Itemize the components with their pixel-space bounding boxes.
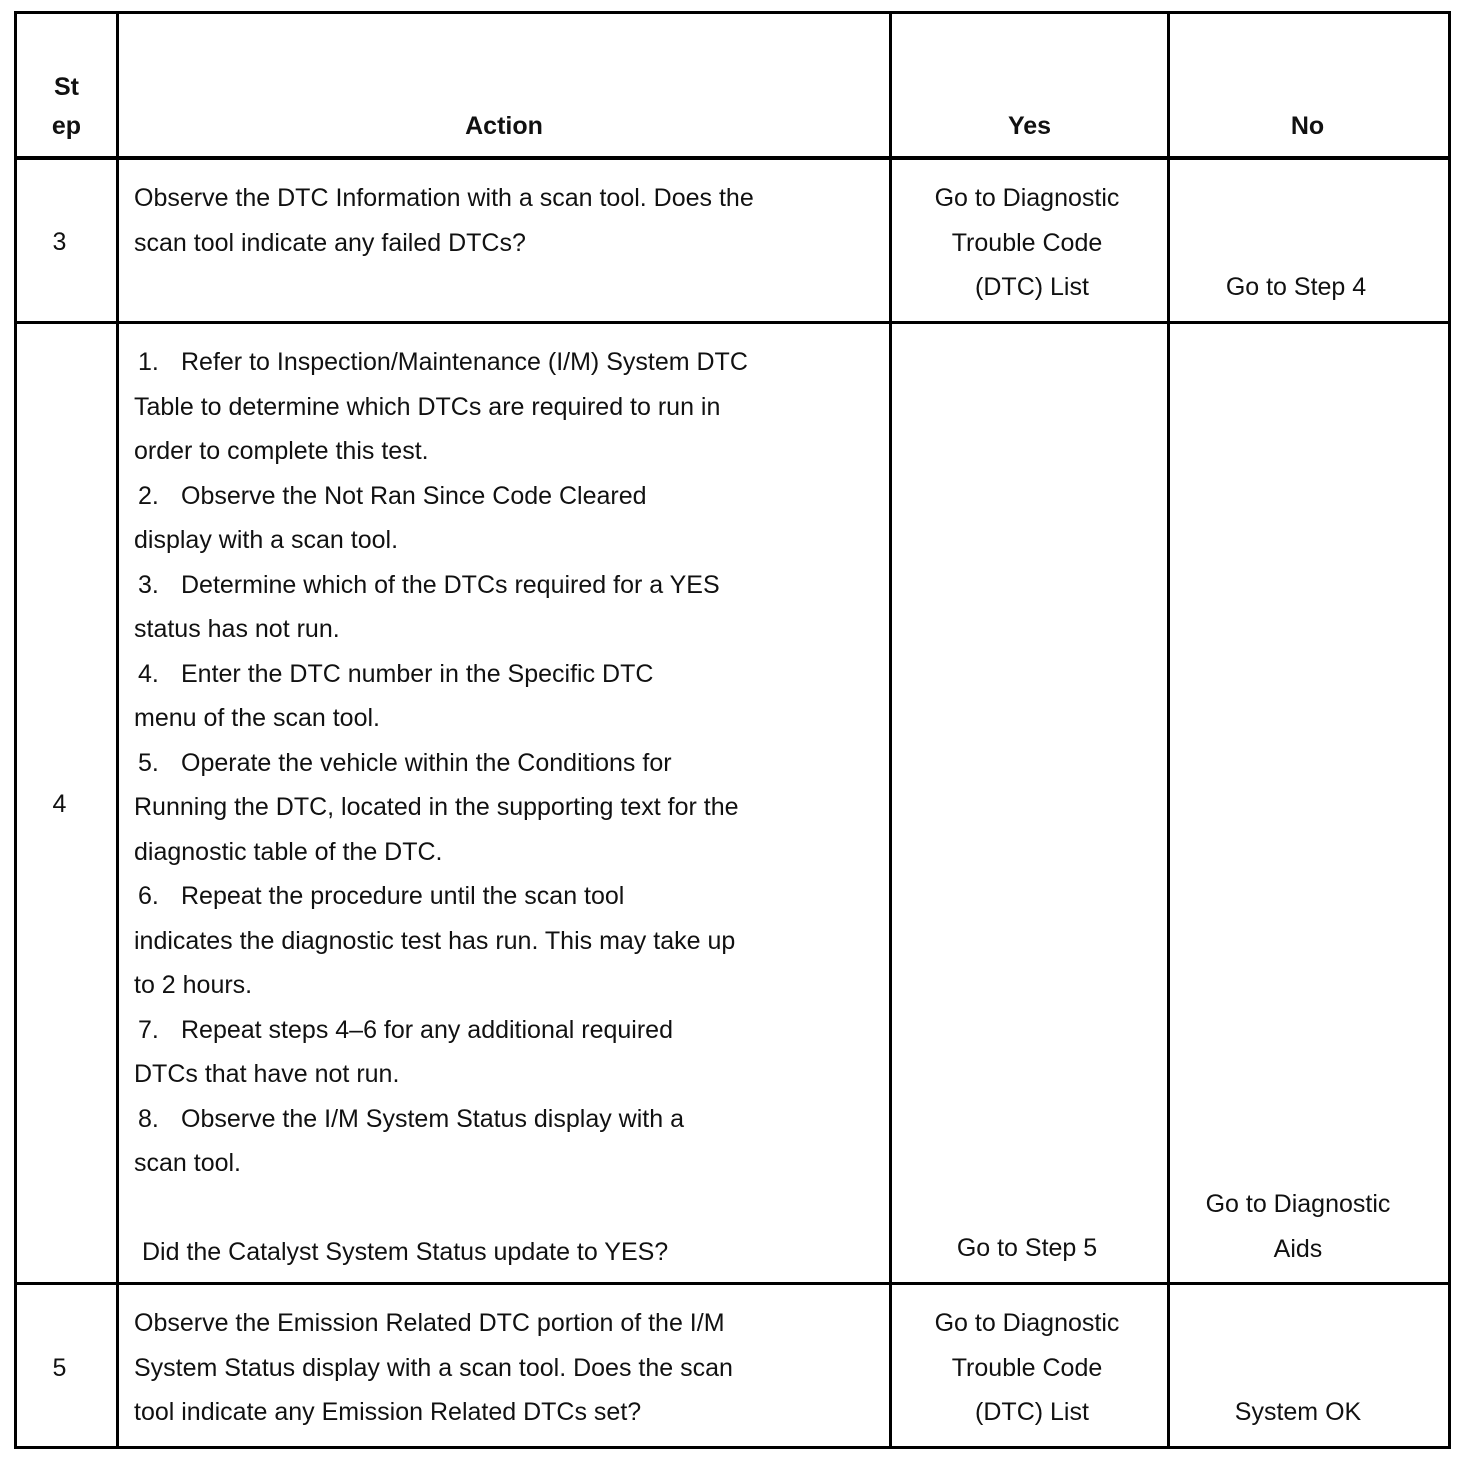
no-line: Go to Diagnostic xyxy=(1205,1190,1391,1218)
list-item-text: Observe the Not Ran Since Code Cleared xyxy=(181,481,647,510)
list-item-continuation: Table to determine which DTCs are required to run in xyxy=(134,392,721,421)
step-number: 4 xyxy=(52,790,67,818)
list-item xyxy=(134,563,748,608)
step-number: 5 xyxy=(52,1354,67,1382)
list-item-text: Operate the vehicle within the Conditions for xyxy=(181,748,672,777)
list-item-number: 6. xyxy=(138,882,159,910)
list-item-text: Repeat the procedure until the scan tool xyxy=(181,882,625,910)
yes-line: Go to Diagnostic xyxy=(934,184,1120,212)
list-item-continuation: status has not run. xyxy=(134,615,340,643)
list-item-continuation: diagnostic table of the DTC. xyxy=(134,837,443,866)
list-item xyxy=(134,474,748,519)
diagnostic-table xyxy=(14,11,1451,1449)
list-item-continuation: DTCs that have not run. xyxy=(134,1060,400,1088)
list-item-continuation: order to complete this test. xyxy=(134,437,429,465)
yes-line: (DTC) List xyxy=(975,1398,1089,1426)
action-line: Observe the Emission Related DTC portion of the I/M xyxy=(134,1309,725,1337)
list-item-text: Determine which of the DTCs required for a YES xyxy=(181,570,720,599)
list-item-text: Refer to Inspection/Maintenance (I/M) System DTC xyxy=(181,348,748,376)
yes-line: (DTC) List xyxy=(975,273,1089,301)
yes-line: Go to Step 5 xyxy=(956,1234,1098,1262)
list-item xyxy=(134,741,748,786)
no-line: System OK xyxy=(1234,1398,1362,1426)
header-step-line: St xyxy=(54,73,79,101)
yes-result xyxy=(902,1226,1152,1271)
action-line: tool indicate any Emission Related DTCs set? xyxy=(134,1398,642,1426)
action-line: Observe the DTC Information with a scan tool. Does the xyxy=(134,184,754,212)
row-divider xyxy=(17,321,1448,324)
yes-line: Trouble Code xyxy=(951,228,1103,257)
list-item-continuation: menu of the scan tool. xyxy=(134,704,380,732)
list-item-number: 8. xyxy=(138,1104,159,1133)
row-divider xyxy=(17,1282,1448,1285)
list-item-text: Observe the I/M System Status display with a xyxy=(181,1104,684,1133)
header-yes: Yes xyxy=(1007,112,1052,140)
question-text: Did the Catalyst System Status update to YES? xyxy=(142,1238,669,1266)
header-action: Action xyxy=(465,112,543,140)
no-result xyxy=(1170,1182,1426,1271)
list-item-continuation: display with a scan tool. xyxy=(134,526,399,554)
header-no: No xyxy=(1290,112,1325,140)
list-item-number: 7. xyxy=(138,1015,159,1044)
list-item xyxy=(134,874,748,919)
list-item-continuation: scan tool. xyxy=(134,1149,242,1177)
list-item-number: 2. xyxy=(138,481,159,510)
no-result xyxy=(1170,1390,1426,1435)
list-item xyxy=(134,340,748,385)
list-item-number: 4. xyxy=(138,659,159,688)
action-line: System Status display with a scan tool. Does the scan xyxy=(134,1353,733,1382)
yes-line: Go to Diagnostic xyxy=(934,1309,1120,1337)
list-item xyxy=(134,1008,748,1053)
no-line: Aids xyxy=(1273,1234,1323,1263)
header-step-line: ep xyxy=(51,112,82,140)
row-divider xyxy=(17,156,1448,160)
yes-result xyxy=(902,176,1152,310)
header-step xyxy=(17,68,116,146)
no-result xyxy=(1170,265,1422,310)
list-item-text: Enter the DTC number in the Specific DTC xyxy=(181,659,654,688)
column-divider xyxy=(889,14,892,1446)
action-line: scan tool indicate any failed DTCs? xyxy=(134,228,526,257)
list-item-continuation: indicates the diagnostic test has run. This may take up xyxy=(134,926,736,955)
list-item-number: 5. xyxy=(138,748,159,777)
list-item xyxy=(134,1097,748,1142)
list-item xyxy=(134,652,748,697)
list-item-continuation: to 2 hours. xyxy=(134,971,253,999)
list-item-continuation: Running the DTC, located in the supporting text for the xyxy=(134,793,739,821)
no-line: Go to Step 4 xyxy=(1225,273,1367,301)
column-divider xyxy=(116,14,119,1446)
list-item-number: 3. xyxy=(138,570,159,599)
action-text xyxy=(134,176,754,265)
blank-line xyxy=(134,1186,748,1231)
yes-result xyxy=(902,1301,1152,1435)
yes-line: Trouble Code xyxy=(951,1353,1103,1382)
action-text xyxy=(134,1301,733,1435)
list-item-number: 1. xyxy=(138,348,159,376)
step-number: 3 xyxy=(52,228,67,256)
list-item-text: Repeat steps 4–6 for any additional required xyxy=(181,1015,673,1044)
action-text xyxy=(134,340,748,1275)
